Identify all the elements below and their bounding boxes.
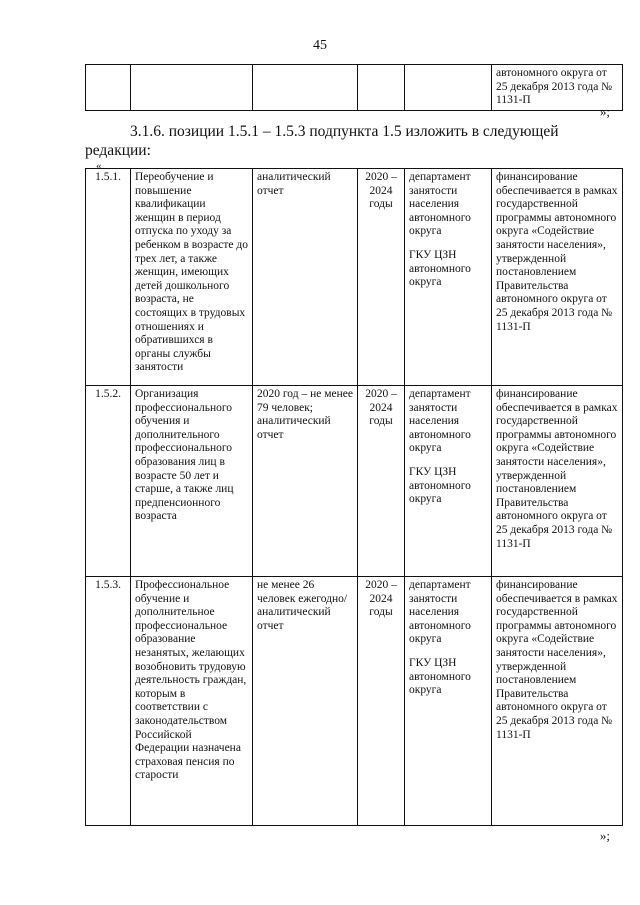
page-number: 45: [313, 38, 327, 53]
executor-gku: ГКУ ЦЗН автономного округа: [409, 656, 471, 697]
executors: [405, 577, 492, 826]
row-number: 1.5.3.: [86, 577, 131, 826]
table-cell: [253, 65, 358, 111]
table-cell: [358, 65, 405, 111]
row-number: 1.5.1.: [86, 169, 131, 386]
table-row: [86, 386, 623, 577]
executor-department: департамент занятости населения автономного округа: [409, 388, 471, 455]
timeframe: 2020 – 2024 годы: [358, 169, 405, 386]
executor-gku: ГКУ ЦЗН автономного округа: [409, 465, 471, 506]
row-number: 1.5.2.: [86, 386, 131, 577]
table-row: [86, 65, 623, 111]
timeframe: 2020 – 2024 годы: [358, 577, 405, 826]
table-cell: [405, 65, 492, 111]
executor-department: департамент занятости населения автономного округа: [409, 171, 471, 238]
paragraph-text: позиции 1.5.1 – 1.5.3 подпункта 1.5 изложить в следующей редакции:: [85, 123, 559, 159]
continued-table-fragment: [85, 64, 623, 111]
expected-result: аналитический отчет: [253, 169, 358, 386]
timeframe: 2020 – 2024 годы: [358, 386, 405, 577]
table-cell: [86, 65, 131, 111]
amendment-paragraph: [85, 122, 615, 160]
measures-table: [85, 168, 623, 826]
expected-result: не менее 26 человек ежегодно/аналитический отчет: [253, 577, 358, 826]
financing: финансирование обеспечивается в рамках государственной программы автономного округа «Содействие занятости населения», утвержденной постановлением Правительства автономного округа от 25 декабря 2013 года № 1131-П: [492, 169, 623, 386]
paragraph-number: 3.1.6.: [130, 123, 165, 140]
measure-name: Профессиональное обучение и дополнительное профессиональное образование незанятых, желающих возобновить трудовую деятельность граждан, которым в соответствии с законодательством Российской Федерации назначена страховая пенсия по старости: [131, 577, 253, 826]
closing-quote: »;: [599, 828, 610, 843]
table-row: [86, 169, 623, 386]
financing: финансирование обеспечивается в рамках государственной программы автономного округа «Содействие занятости населения», утвержденной постановлением Правительства автономного округа от 25 декабря 2013 года № 1131-П: [492, 386, 623, 577]
executor-gku: ГКУ ЦЗН автономного округа: [409, 248, 471, 289]
measure-name: Переобучение и повышение квалификации женщин в период отпуска по уходу за ребенком в возрасте до трех лет, а также женщин, имеющих детей дошкольного возраста, не состоящих в трудовых отношениях и обратившихся в органы службы занятости: [131, 169, 253, 386]
table-row: [86, 577, 623, 826]
table-cell: автономного округа от 25 декабря 2013 года № 1131-П: [492, 65, 623, 111]
closing-quote: »;: [599, 104, 610, 119]
measure-name: Организация профессионального обучения и дополнительного профессионального образования лиц в возрасте 50 лет и старше, а также лиц предпенсионного возраста: [131, 386, 253, 577]
expected-result: 2020 год – не менее 79 человек; аналитический отчет: [253, 386, 358, 577]
table-cell: [131, 65, 253, 111]
executors: [405, 169, 492, 386]
executor-department: департамент занятости населения автономного округа: [409, 579, 471, 646]
executors: [405, 386, 492, 577]
financing: финансирование обеспечивается в рамках государственной программы автономного округа «Содействие занятости населения», утвержденной постановлением Правительства автономного округа от 25 декабря 2013 года № 1131-П: [492, 577, 623, 826]
opening-quote: «: [96, 160, 102, 172]
